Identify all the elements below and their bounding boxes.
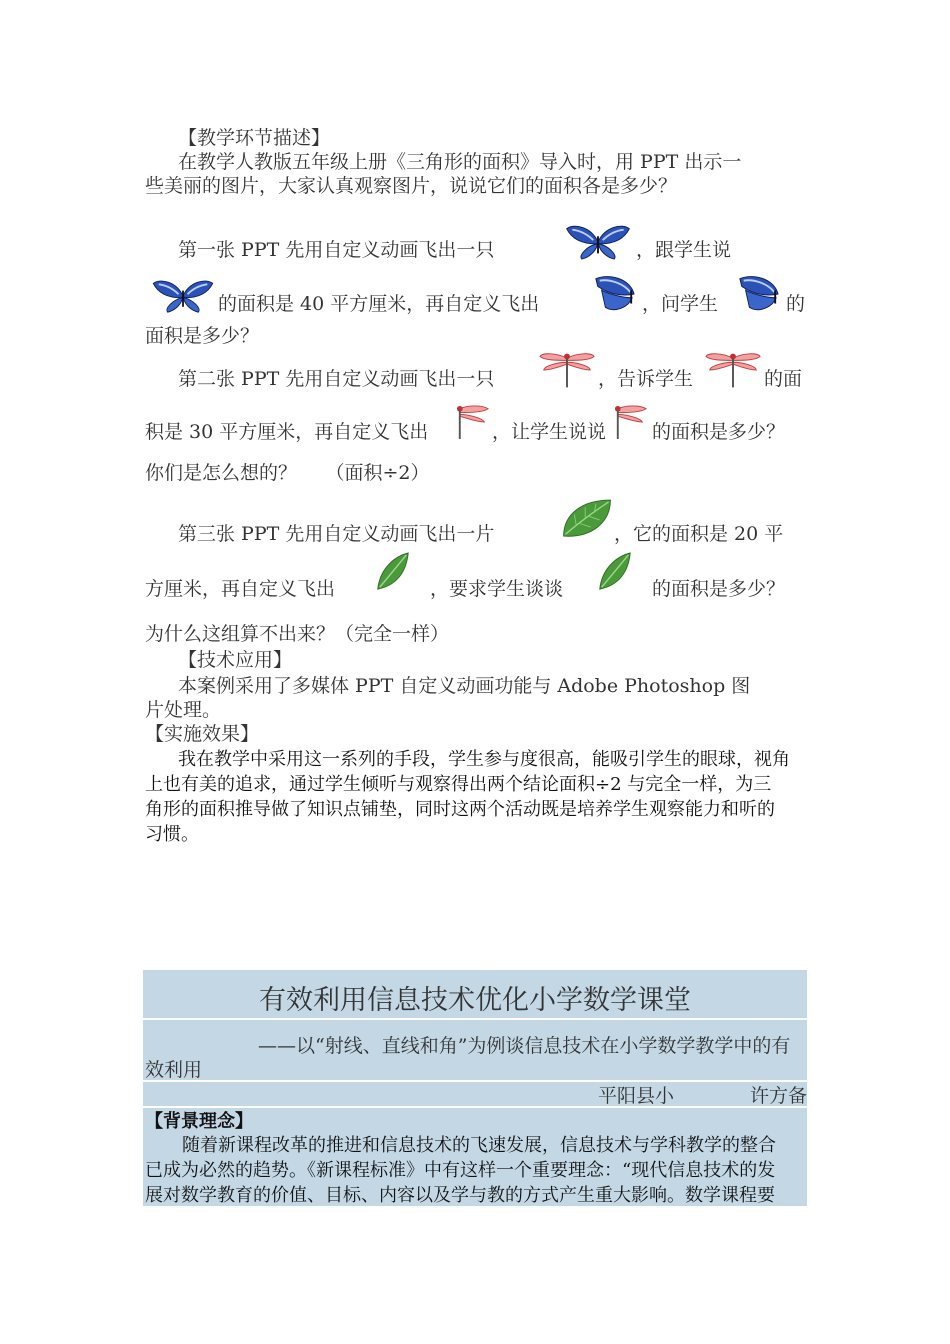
para1-text-d: ，问学生	[642, 293, 719, 315]
para3-text-c: 方厘米，再自定义飞出	[145, 578, 336, 600]
intro-line-1: 在教学人教版五年级上册《三角形的面积》导入时，用 PPT 出示一	[178, 151, 742, 173]
effect-line-1: 我在教学中采用这一系列的手段，学生参与度很高，能吸引学生的眼球，视角	[178, 749, 790, 770]
article-title: 有效利用信息技术优化小学数学课堂	[259, 985, 691, 1016]
heading-teaching-description: 【教学环节描述】	[178, 127, 331, 149]
subtitle-line-1: ——以“射线、直线和角”为例谈信息技术在小学数学教学中的有	[258, 1035, 791, 1057]
para1-text-b: ，跟学生说	[636, 239, 732, 261]
butterfly-half-icon	[588, 273, 640, 315]
author-band	[143, 1082, 807, 1106]
para1-text-a: 第一张 PPT 先用自定义动画飞出一只	[178, 239, 495, 261]
para2-text-c: 的面	[764, 368, 803, 390]
heading-tech-application: 【技术应用】	[178, 649, 293, 671]
butterfly-half-icon	[732, 273, 784, 315]
para3-text-d: ，要求学生谈谈	[430, 578, 564, 600]
para2-text-d: 积是 30 平方厘米，再自定义飞出	[145, 421, 429, 443]
leaf-half-icon	[596, 551, 634, 593]
author-name: 许方备	[750, 1085, 808, 1107]
heading-background-concept: 【背景理念】	[145, 1111, 253, 1132]
para2-text-b: ，告诉学生	[598, 368, 694, 390]
para2-text-a: 第二张 PPT 先用自定义动画飞出一只	[178, 368, 495, 390]
tech-line-2: 片处理。	[145, 699, 222, 721]
bg-line-2: 已成为必然的趋势。《新课程标准》中有这样一个重要理念：“现代信息技术的发	[145, 1160, 776, 1181]
leaf-half-icon	[374, 551, 412, 593]
effect-line-4: 习惯。	[145, 824, 199, 845]
author-school: 平阳县小	[598, 1085, 675, 1107]
para3-text-e: 的面积是多少？	[652, 578, 786, 600]
subtitle-line-2: 效利用	[145, 1059, 203, 1081]
heading-implementation-effect: 【实施效果】	[145, 723, 260, 745]
para3-text-b: ，它的面积是 20 平	[614, 523, 784, 545]
dragonfly-half-icon	[456, 402, 490, 442]
butterfly-icon	[562, 223, 634, 261]
para1-text-c: 的面积是 40 平方厘米，再自定义飞出	[218, 293, 540, 315]
para1-text-f: 面积是多少？	[145, 325, 260, 347]
para3-text-f: 为什么这组算不出来？（完全一样）	[145, 623, 450, 645]
intro-line-2: 些美丽的图片，大家认真观察图片，说说它们的面积各是多少？	[145, 175, 678, 197]
bg-line-3: 展对数学教育的价值、目标、内容以及学与教的方式产生重大影响。数学课程要	[145, 1185, 775, 1206]
butterfly-icon	[148, 278, 218, 314]
para1-text-e: 的	[786, 293, 806, 315]
para2-text-e: ，让学生说说	[492, 421, 607, 443]
dragonfly-half-icon	[614, 402, 648, 442]
tech-line-1: 本案例采用了多媒体 PPT 自定义动画功能与 Adobe Photoshop 图	[178, 675, 751, 697]
effect-line-3: 角形的面积推导做了知识点铺垫，同时这两个活动既是培养学生观察能力和听的	[145, 799, 775, 820]
dragonfly-icon	[538, 350, 596, 390]
para2-text-g: 你们是怎么想的？ （面积÷2）	[145, 462, 430, 484]
dragonfly-icon	[704, 350, 762, 390]
bg-line-1: 随着新课程改革的推进和信息技术的飞速发展，信息技术与学科教学的整合	[182, 1135, 776, 1156]
leaf-icon	[560, 496, 614, 542]
para2-text-f: 的面积是多少？	[652, 421, 786, 443]
effect-line-2: 上也有美的追求，通过学生倾听与观察得出两个结论面积÷2 与完全一样，为三	[145, 774, 772, 795]
para3-text-a: 第三张 PPT 先用自定义动画飞出一片	[178, 523, 495, 545]
